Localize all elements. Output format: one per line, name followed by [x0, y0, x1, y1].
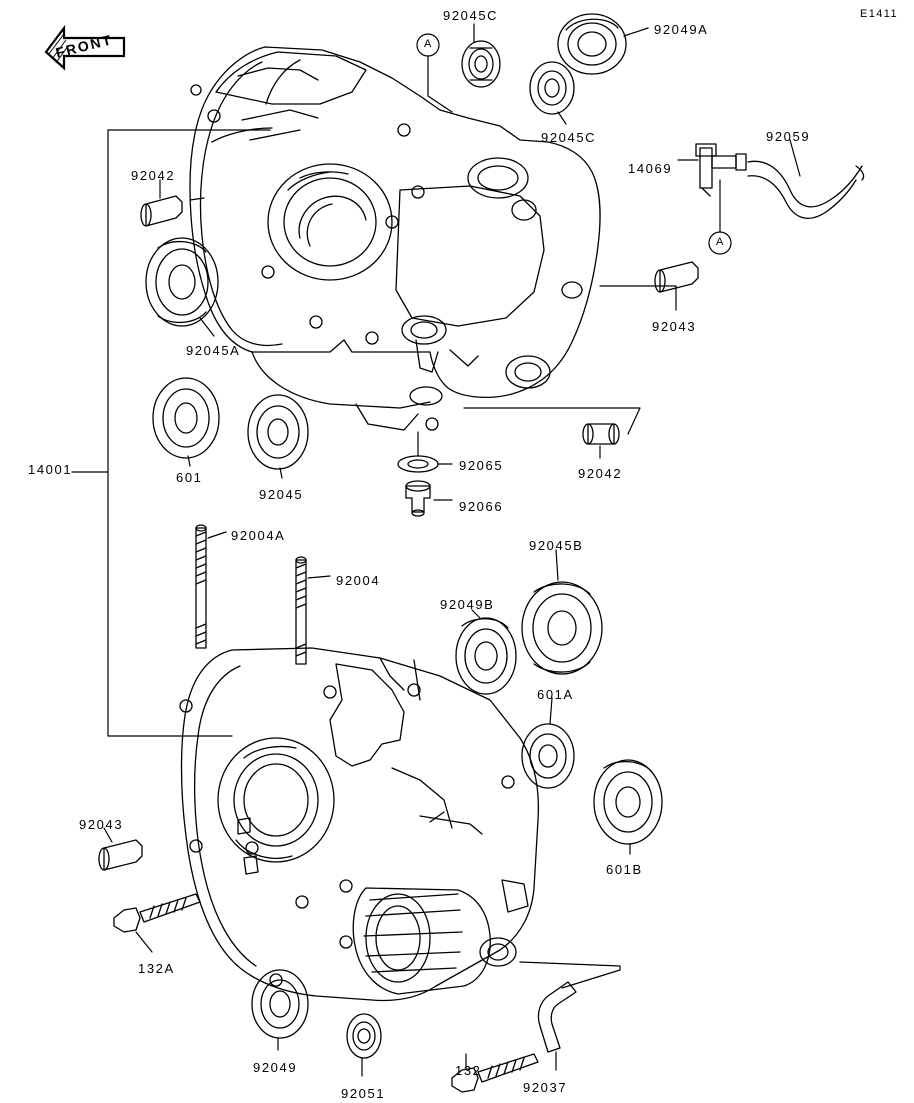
- sheet-code: E1411: [860, 8, 898, 20]
- part-label-92045c-top: 92045C: [443, 8, 499, 23]
- front-label: FRONT: [53, 31, 115, 61]
- part-label-92045a: 92045A: [186, 343, 241, 358]
- part-label-92045: 92045: [259, 487, 304, 502]
- part-label-92049a: 92049A: [654, 22, 709, 37]
- part-label-92066: 92066: [459, 499, 504, 514]
- part-label-92004a: 92004A: [231, 528, 286, 543]
- part-label-14069: 14069: [628, 161, 673, 176]
- part-label-92049b: 92049B: [440, 597, 495, 612]
- callout-letter-a-right: A: [716, 236, 725, 248]
- part-label-132a: 132A: [138, 961, 175, 976]
- callout-letter-a-top: A: [424, 38, 433, 50]
- part-label-601b: 601B: [606, 862, 643, 877]
- part-label-92004: 92004: [336, 573, 381, 588]
- part-label-92037: 92037: [523, 1080, 568, 1095]
- part-label-92049: 92049: [253, 1060, 298, 1075]
- part-label-14001: 14001: [28, 462, 73, 477]
- part-label-92043-left: 92043: [79, 817, 124, 832]
- part-label-601: 601: [176, 470, 203, 485]
- part-label-92059: 92059: [766, 129, 811, 144]
- part-label-92042-mid: 92042: [578, 466, 623, 481]
- part-label-92043-right: 92043: [652, 319, 697, 334]
- part-label-92065: 92065: [459, 458, 504, 473]
- part-label-92051: 92051: [341, 1086, 386, 1101]
- part-label-601a: 601A: [537, 687, 574, 702]
- part-label-92045c-right: 92045C: [541, 130, 597, 145]
- part-label-92042-left: 92042: [131, 168, 176, 183]
- part-label-132: 132: [455, 1063, 482, 1078]
- part-label-92045b: 92045B: [529, 538, 584, 553]
